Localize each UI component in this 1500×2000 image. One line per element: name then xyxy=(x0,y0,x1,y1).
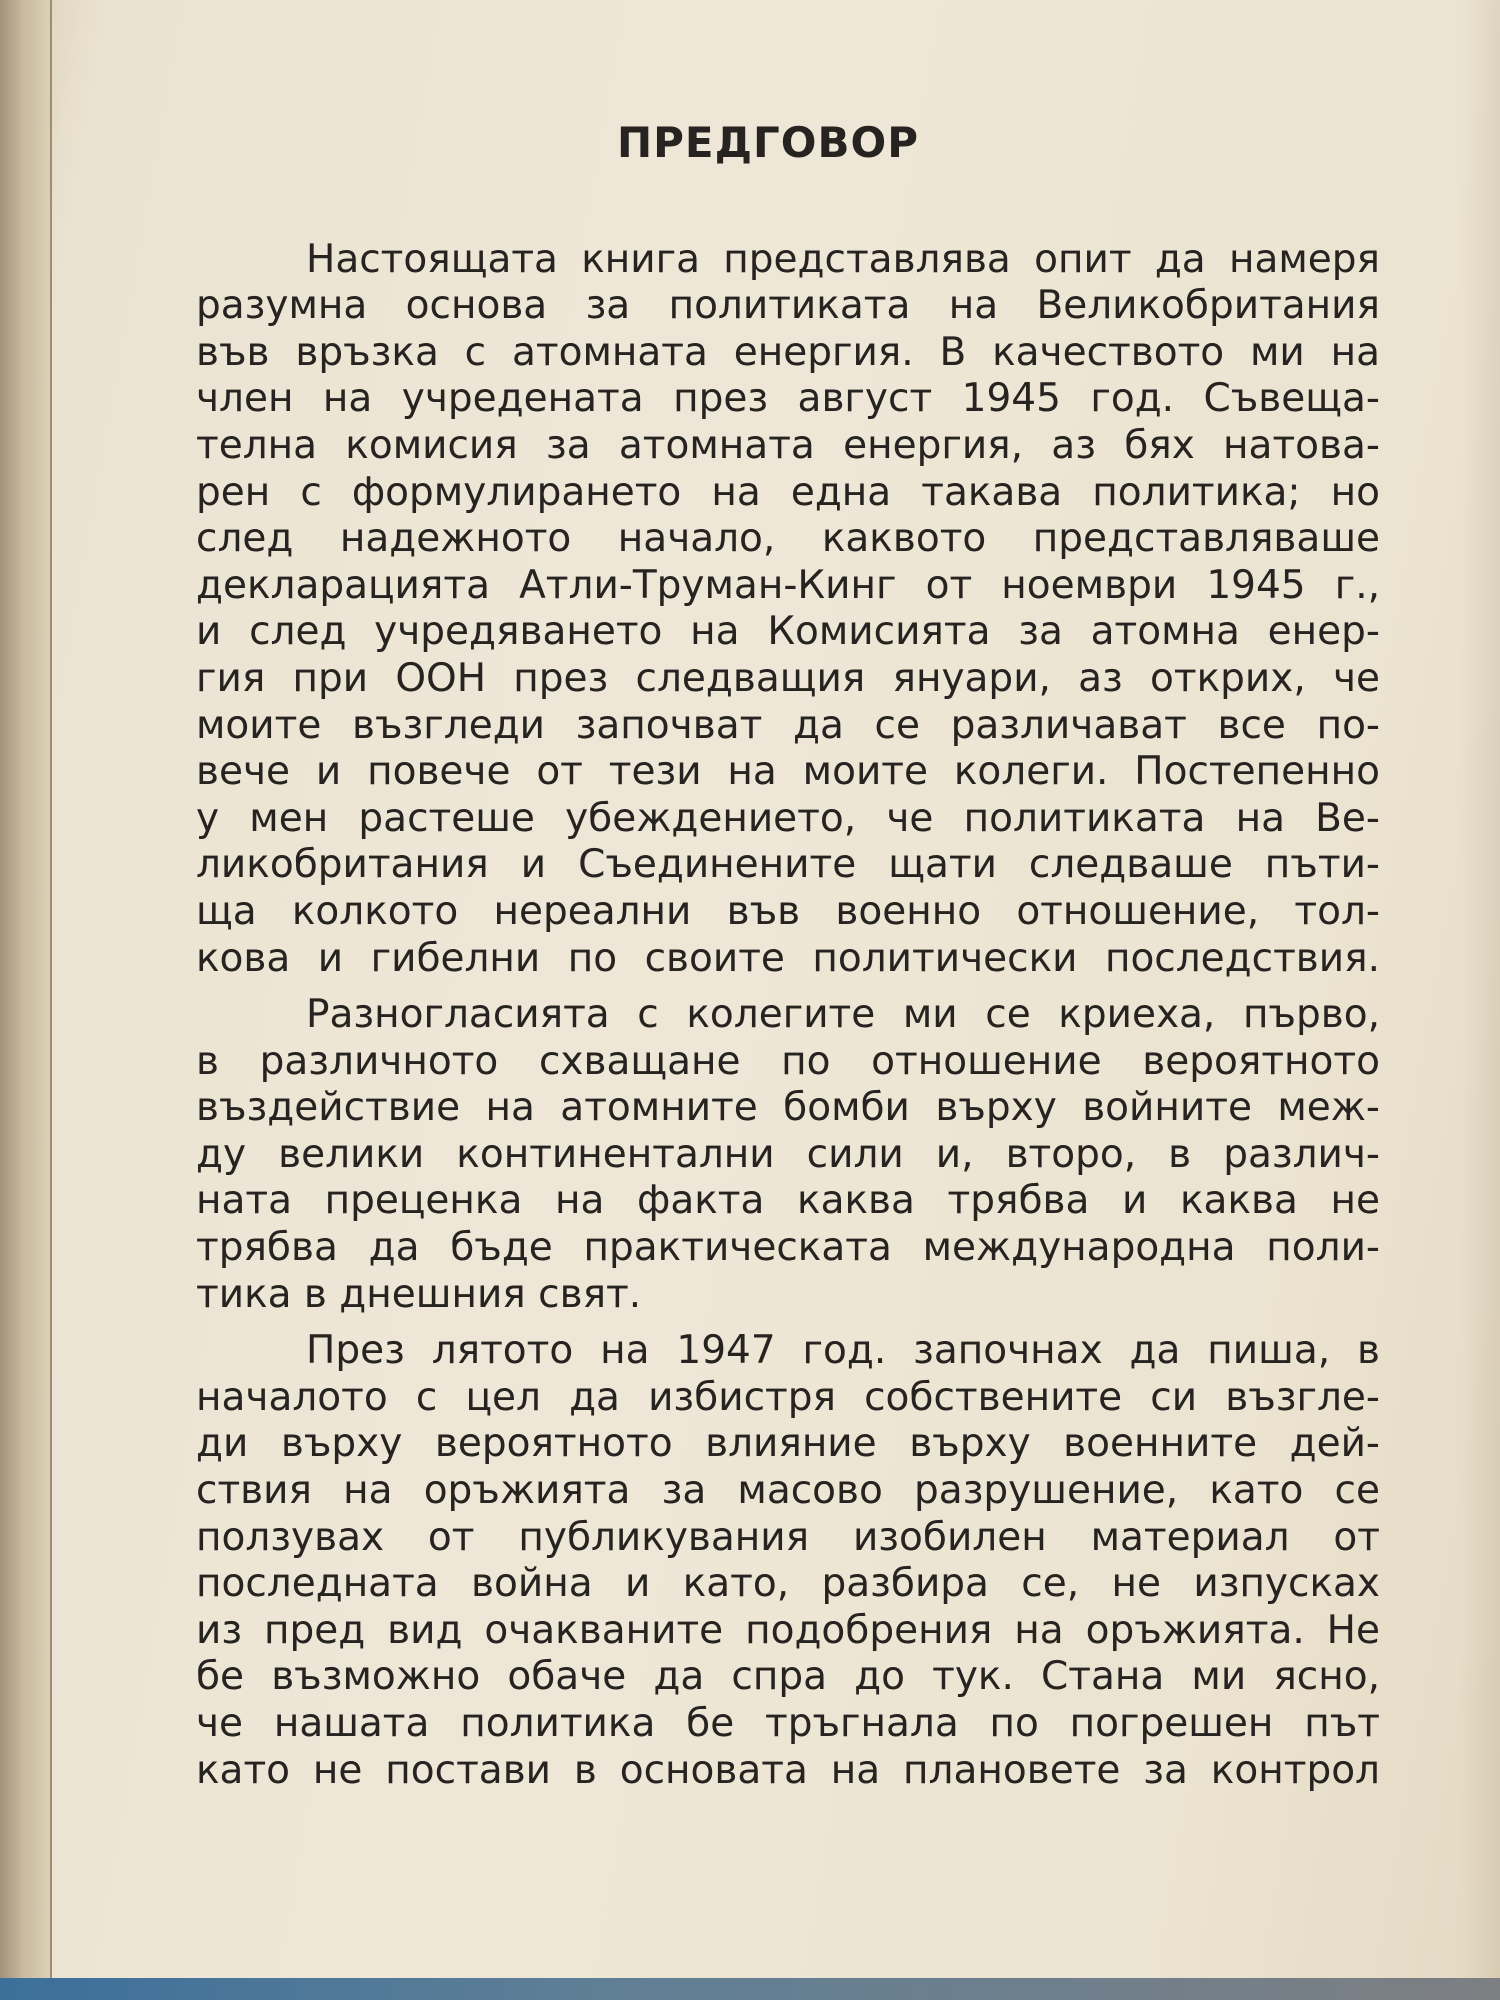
text-line: че нашата политика бе тръгнала по погрешен път xyxy=(196,1701,1380,1746)
table-surface xyxy=(0,1978,1500,2000)
text-line: ната преценка на факта каква трябва и каква не xyxy=(196,1178,1380,1224)
text-line: Настоящата книга представлява опит да намеря xyxy=(306,236,1380,282)
text-line: въздействие на атомните бомби върху войните меж- xyxy=(196,1085,1380,1131)
text-line: телна комисия за атомната енергия, аз бях натова- xyxy=(196,422,1380,468)
text-line: из пред вид очакваните подобрения на оръжията. Не xyxy=(196,1607,1380,1653)
page-text xyxy=(196,120,1380,1794)
text-line: ща колкото нереални във военно отношение, тол- xyxy=(196,888,1380,934)
text-line: след надежното начало, каквото представляваше xyxy=(196,516,1380,562)
paragraph-1 xyxy=(196,237,1380,983)
text-line: последната война и като, разбира се, не изпусках xyxy=(196,1561,1380,1607)
text-line: трябва да бъде практическата международна поли- xyxy=(196,1225,1380,1271)
text-line: декларацията Атли-Труман-Кинг от ноември 1945 г., xyxy=(196,562,1380,608)
book-spine xyxy=(0,0,52,1978)
paragraph-2 xyxy=(196,992,1380,1318)
text-line: През лятото на 1947 год. започнах да пиша, в xyxy=(306,1328,1380,1374)
text-line: гия при ООН през следващия януари, аз открих, че xyxy=(196,655,1380,701)
text-line: вече и повече от тези на моите колеги. Постепенно xyxy=(196,749,1380,795)
text-line: ду велики континентални сили и, второ, в различ- xyxy=(196,1131,1380,1177)
text-line: ликобритания и Съединените щати следваше пъти- xyxy=(196,842,1380,888)
text-line: и след учредяването на Комисията за атомна енер- xyxy=(196,609,1380,655)
text-line: като не постави в основата на плановете за контрол xyxy=(196,1747,1380,1793)
text-line: кова и гибелни по своите политически последствия. xyxy=(196,935,1380,981)
text-line: ствия на оръжията за масово разрушение, като се xyxy=(196,1468,1380,1514)
text-line: началото с цел да избистря собствените си възгле- xyxy=(196,1374,1380,1420)
text-line: в различното схващане по отношение вероятното xyxy=(196,1038,1380,1084)
text-line: член на учредената през август 1945 год. Съвеща- xyxy=(196,376,1380,422)
text-line: ди върху вероятното влияние върху военните дей- xyxy=(196,1421,1380,1467)
text-line: тика в днешния свят. xyxy=(196,1271,642,1317)
text-line: във връзка с атомната енергия. В качеството ми на xyxy=(196,329,1380,375)
text-line: разумна основа за политиката на Великобритания xyxy=(196,283,1380,329)
text-line: моите възгледи започват да се различават все по- xyxy=(196,702,1380,748)
text-line: рен с формулирането на една такава политика; но xyxy=(196,469,1380,515)
text-line: у мен растеше убеждението, че политиката на Ве- xyxy=(196,795,1380,841)
page-title: ПРЕДГОВОР xyxy=(617,118,919,167)
page-edge-shadow xyxy=(1460,0,1500,1978)
text-line: Разногласията с колегите ми се криеха, първо, xyxy=(306,992,1380,1038)
text-line: ползувах от публикувания изобилен материал от xyxy=(196,1514,1380,1560)
text-line: бе възможно обаче да спра до тук. Стана ми ясно, xyxy=(196,1654,1380,1700)
paragraph-3 xyxy=(196,1328,1380,1794)
